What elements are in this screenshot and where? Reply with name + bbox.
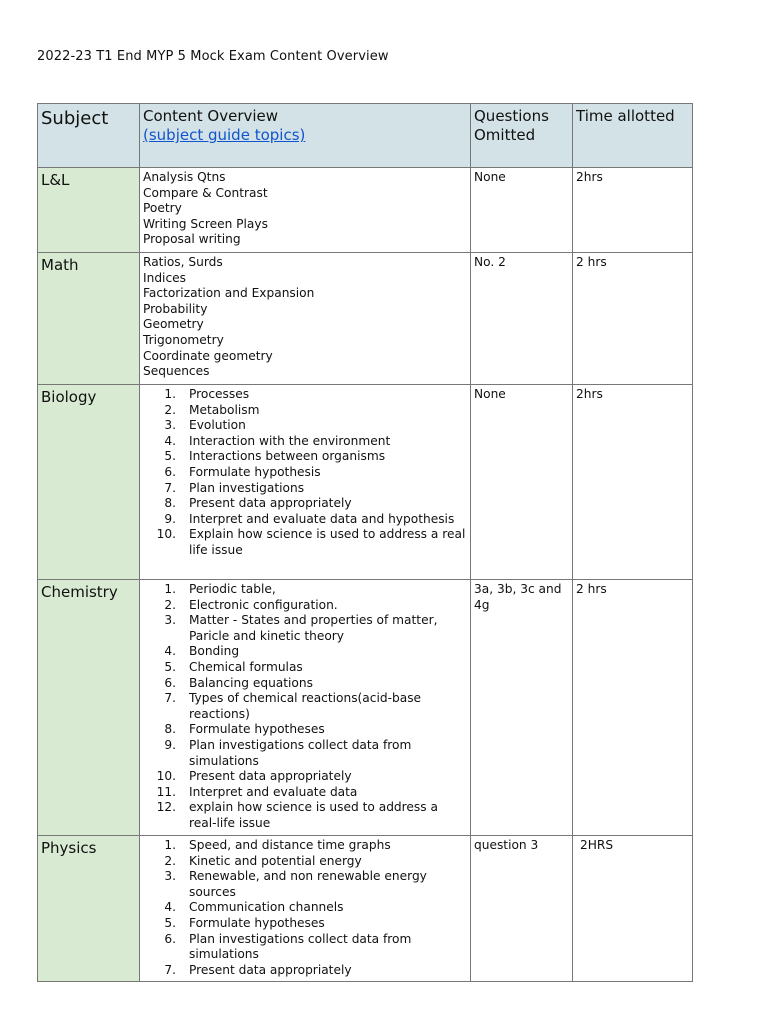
topic-number: 2. [164, 402, 176, 417]
topic-item [143, 900, 467, 916]
topic-item [143, 418, 467, 434]
topic-text: Interaction with the environment [189, 433, 391, 448]
topic-item [143, 582, 467, 598]
subject-cell: Physics [38, 836, 140, 982]
topic-item [143, 598, 467, 614]
topic-text: Renewable, and non renewable energy sources [189, 869, 427, 899]
topic-number: 6. [164, 931, 176, 946]
omitted-cell: No. 2 [471, 253, 573, 385]
topic-item [143, 613, 467, 644]
topic-number: 2. [164, 853, 176, 868]
topic-item [143, 403, 467, 419]
topic-item [143, 916, 467, 932]
topic-item [143, 512, 467, 528]
topic-number: 8. [164, 496, 176, 511]
topic-text: Chemical formulas [189, 659, 303, 674]
topic-number: 4. [164, 644, 176, 659]
topic-text: Communication channels [189, 900, 344, 915]
topic-text: Speed, and distance time graphs [189, 838, 391, 852]
topic-item [143, 527, 467, 558]
subject-cell: Math [38, 253, 140, 385]
topic-number: 9. [164, 511, 176, 526]
topic-item [143, 465, 467, 481]
topic-item [143, 387, 467, 403]
topic-text: Interpret and evaluate data [189, 784, 358, 799]
topic-item [143, 869, 467, 900]
topic-number: 6. [164, 675, 176, 690]
subject-header: Subject [38, 104, 140, 168]
topic-item: Geometry [143, 317, 204, 332]
topic-text: Electronic configuration. [189, 597, 338, 612]
topic-item [143, 785, 467, 801]
topic-item [143, 838, 467, 854]
topic-item [143, 434, 467, 450]
topic-number: 4. [164, 900, 176, 915]
topic-number: 7. [164, 962, 176, 977]
topic-text: Interactions between organisms [189, 449, 386, 464]
topic-number: 5. [164, 915, 176, 930]
topic-number: 10. [156, 769, 176, 784]
subject-cell: L&L [38, 168, 140, 253]
topic-number: 12. [156, 800, 176, 815]
topic-text: Formulate hypotheses [189, 722, 325, 737]
content-header [140, 104, 471, 168]
content-cell [140, 253, 471, 385]
topic-number: 11. [156, 784, 176, 799]
topic-text: Evolution [189, 418, 246, 433]
subject-guide-link[interactable]: (subject guide topics) [143, 126, 306, 144]
topic-text: Periodic table, [189, 582, 276, 596]
topic-item: Analysis Qtns [143, 170, 226, 184]
topic-item: Trigonometry [143, 332, 224, 347]
table-row [38, 836, 693, 982]
topic-item [143, 963, 467, 979]
topic-text: Balancing equations [189, 675, 313, 690]
content-cell [140, 580, 471, 836]
topic-text: Formulate hypothesis [189, 464, 321, 479]
topic-text: Plan investigations [189, 480, 305, 495]
topic-number: 3. [164, 613, 176, 628]
content-overview-table [37, 103, 693, 982]
topic-text: Kinetic and potential energy [189, 853, 362, 868]
topic-text: Matter - States and properties of matter, Paricle and kinetic theory [189, 613, 438, 643]
topic-item [143, 769, 467, 785]
topic-item [143, 496, 467, 512]
topic-item: Factorization and Expansion [143, 286, 315, 301]
topic-item: Compare & Contrast [143, 185, 268, 200]
topic-number: 7. [164, 691, 176, 706]
topic-text: explain how science is used to address a real-life issue [189, 800, 438, 830]
document-title: 2022-23 T1 End MYP 5 Mock Exam Content Overview [37, 49, 389, 64]
topic-item: Probability [143, 301, 208, 316]
topic-number: 1. [164, 582, 176, 596]
topic-item: Poetry [143, 201, 182, 216]
topic-text: Formulate hypotheses [189, 915, 325, 930]
topic-item [143, 932, 467, 963]
topic-number: 1. [164, 838, 176, 852]
topic-text: Plan investigations collect data from simulations [189, 931, 412, 962]
topic-number: 10. [156, 527, 176, 542]
topic-number: 7. [164, 480, 176, 495]
table-row [38, 580, 693, 836]
omitted-header: Questions Omitted [471, 104, 573, 168]
topic-number: 4. [164, 433, 176, 448]
topic-text: Present data appropriately [189, 496, 352, 511]
topic-number: 5. [164, 449, 176, 464]
topic-number: 3. [164, 418, 176, 433]
content-cell [140, 836, 471, 982]
time-header: Time allotted [573, 104, 693, 168]
subject-cell: Chemistry [38, 580, 140, 836]
time-cell: 2 hrs [573, 580, 693, 836]
topic-item [143, 854, 467, 870]
topic-text: Present data appropriately [189, 769, 352, 784]
topic-item: Writing Screen Plays [143, 216, 268, 231]
topic-number: 2. [164, 597, 176, 612]
topic-text: Types of chemical reactions(acid-base reactions) [189, 691, 422, 721]
omitted-cell: 3a, 3b, 3c and 4g [471, 580, 573, 836]
subject-cell: Biology [38, 385, 140, 580]
content-cell [140, 168, 471, 253]
topic-number: 5. [164, 659, 176, 674]
table-header-row [38, 104, 693, 168]
topic-item [143, 449, 467, 465]
topic-item [143, 738, 467, 769]
topic-number: 6. [164, 464, 176, 479]
topic-item [143, 644, 467, 660]
topic-number: 1. [164, 387, 176, 401]
table-row [38, 253, 693, 385]
time-cell: 2hrs [573, 385, 693, 580]
table-row [38, 385, 693, 580]
topic-item [143, 481, 467, 497]
topic-text: Metabolism [189, 402, 260, 417]
topic-item [143, 660, 467, 676]
topic-item: Indices [143, 270, 186, 285]
content-header-label: Content Overview [143, 107, 279, 125]
topic-item: Coordinate geometry [143, 348, 273, 363]
topic-number: 8. [164, 722, 176, 737]
content-cell [140, 385, 471, 580]
topic-number: 3. [164, 869, 176, 884]
topic-text: Bonding [189, 644, 240, 659]
topic-text: Explain how science is used to address a real life issue [189, 527, 466, 557]
topic-item: Sequences [143, 364, 210, 379]
topic-item [143, 800, 467, 831]
table-row [38, 168, 693, 253]
topic-item [143, 722, 467, 738]
time-cell: 2HRS [573, 836, 693, 982]
topic-item: Proposal writing [143, 232, 241, 247]
topic-text: Plan investigations collect data from simulations [189, 737, 412, 768]
topic-item [143, 676, 467, 692]
topic-number: 9. [164, 737, 176, 752]
topic-text: Present data appropriately [189, 962, 352, 977]
topic-item [143, 691, 467, 722]
omitted-cell: None [471, 168, 573, 253]
omitted-cell: None [471, 385, 573, 580]
topic-item: Ratios, Surds [143, 255, 223, 269]
omitted-cell: question 3 [471, 836, 573, 982]
time-cell: 2 hrs [573, 253, 693, 385]
time-cell: 2hrs [573, 168, 693, 253]
topic-text: Interpret and evaluate data and hypothesis [189, 511, 455, 526]
topic-text: Processes [189, 387, 250, 401]
